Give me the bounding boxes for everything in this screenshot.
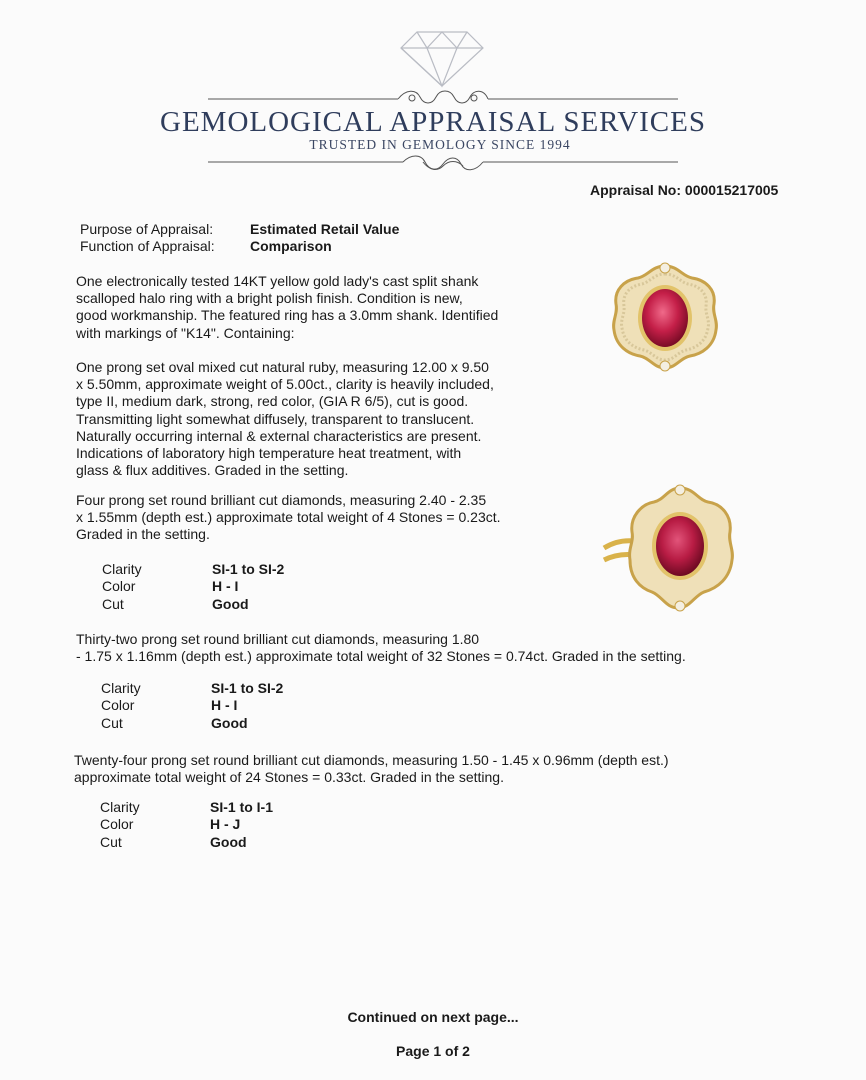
cut-value: Good (211, 714, 248, 731)
purpose-label: Purpose of Appraisal: (80, 221, 214, 237)
color-value: H - J (210, 816, 241, 833)
text-line: good workmanship. The featured ring has a 3.0mm shank. Identified (76, 307, 499, 324)
text-line: Graded in the setting. (76, 526, 210, 543)
cut-label: Cut (101, 714, 123, 731)
diamond-group-3-grades (100, 799, 273, 851)
cut-value: Good (212, 595, 249, 612)
text-line: - 1.75 x 1.16mm (depth est.) approximate total weight of 32 Stones = 0.74ct. Graded in the setting. (76, 648, 686, 665)
cut-value: Good (210, 833, 247, 850)
appraisal-number: Appraisal No: 000015217005 (590, 182, 779, 198)
cut-label: Cut (100, 833, 122, 850)
ornament-divider-bottom (208, 140, 678, 174)
page-number: Page 1 of 2 (396, 1043, 470, 1059)
text-line: Twenty-four prong set round brilliant cut diamonds, measuring 1.50 - 1.45 x 0.96mm (depth est.) (74, 752, 669, 768)
color-value: H - I (212, 578, 239, 595)
color-label: Color (100, 816, 134, 833)
company-name: GEMOLOGICAL APPRAISAL SERVICES (160, 106, 706, 138)
color-value: H - I (211, 697, 238, 714)
color-label: Color (102, 578, 136, 595)
text-line: One electronically tested 14KT yellow gold lady's cast split shank (76, 273, 479, 289)
text-line: glass & flux additives. Graded in the setting. (76, 462, 349, 479)
text-line: x 5.50mm, approximate weight of 5.00ct., clarity is heavily included, (76, 376, 494, 393)
function-label: Function of Appraisal: (80, 238, 215, 254)
text-line: approximate total weight of 24 Stones = 0.33ct. Graded in the setting. (74, 769, 504, 786)
ornament-divider-top (208, 88, 678, 108)
ring-top-view-image (606, 258, 724, 376)
diamond-group-2-grades (101, 680, 283, 732)
function-value: Comparison (250, 238, 332, 254)
purpose-value: Estimated Retail Value (250, 221, 400, 237)
clarity-label: Clarity (102, 561, 142, 577)
text-line: Naturally occurring internal & external characteristics are present. (76, 427, 482, 444)
diamond-group-1-description (76, 492, 501, 544)
diamond-outline-icon (399, 28, 485, 88)
clarity-label: Clarity (100, 799, 140, 815)
continued-note: Continued on next page... (347, 1009, 519, 1025)
clarity-value: SI-1 to SI-2 (211, 680, 284, 696)
text-line: Thirty-two prong set round brilliant cut diamonds, measuring 1.80 (76, 631, 480, 647)
ring-angled-view-image (600, 478, 736, 618)
cut-label: Cut (102, 595, 124, 612)
text-line: type II, medium dark, strong, red color, (GIA R 6/5), cut is good. (76, 393, 469, 410)
diamond-group-3-description (74, 752, 669, 786)
color-label: Color (101, 697, 135, 714)
text-line: x 1.55mm (depth est.) approximate total weight of 4 Stones = 0.23ct. (76, 509, 501, 526)
text-line: scalloped halo ring with a bright polish finish. Condition is new, (76, 290, 463, 307)
diamond-group-1-grades (102, 561, 284, 613)
purpose-row (80, 221, 399, 237)
text-line: Four prong set round brilliant cut diamonds, measuring 2.40 - 2.35 (76, 492, 487, 508)
clarity-value: SI-1 to I-1 (210, 799, 274, 815)
clarity-label: Clarity (101, 680, 141, 696)
clarity-value: SI-1 to SI-2 (212, 561, 285, 577)
function-row (80, 238, 332, 254)
text-line: Transmitting light somewhat diffusely, transparent to translucent. (76, 410, 475, 427)
ruby-description (76, 359, 494, 479)
text-line: One prong set oval mixed cut natural ruby, measuring 12.00 x 9.50 (76, 359, 489, 375)
text-line: with markings of "K14". Containing: (76, 324, 295, 341)
diamond-group-2-description (76, 631, 686, 665)
text-line: Indications of laboratory high temperature heat treatment, with (76, 445, 462, 462)
company-tagline: TRUSTED IN GEMOLOGY SINCE 1994 (309, 137, 571, 152)
ring-description (76, 273, 498, 342)
